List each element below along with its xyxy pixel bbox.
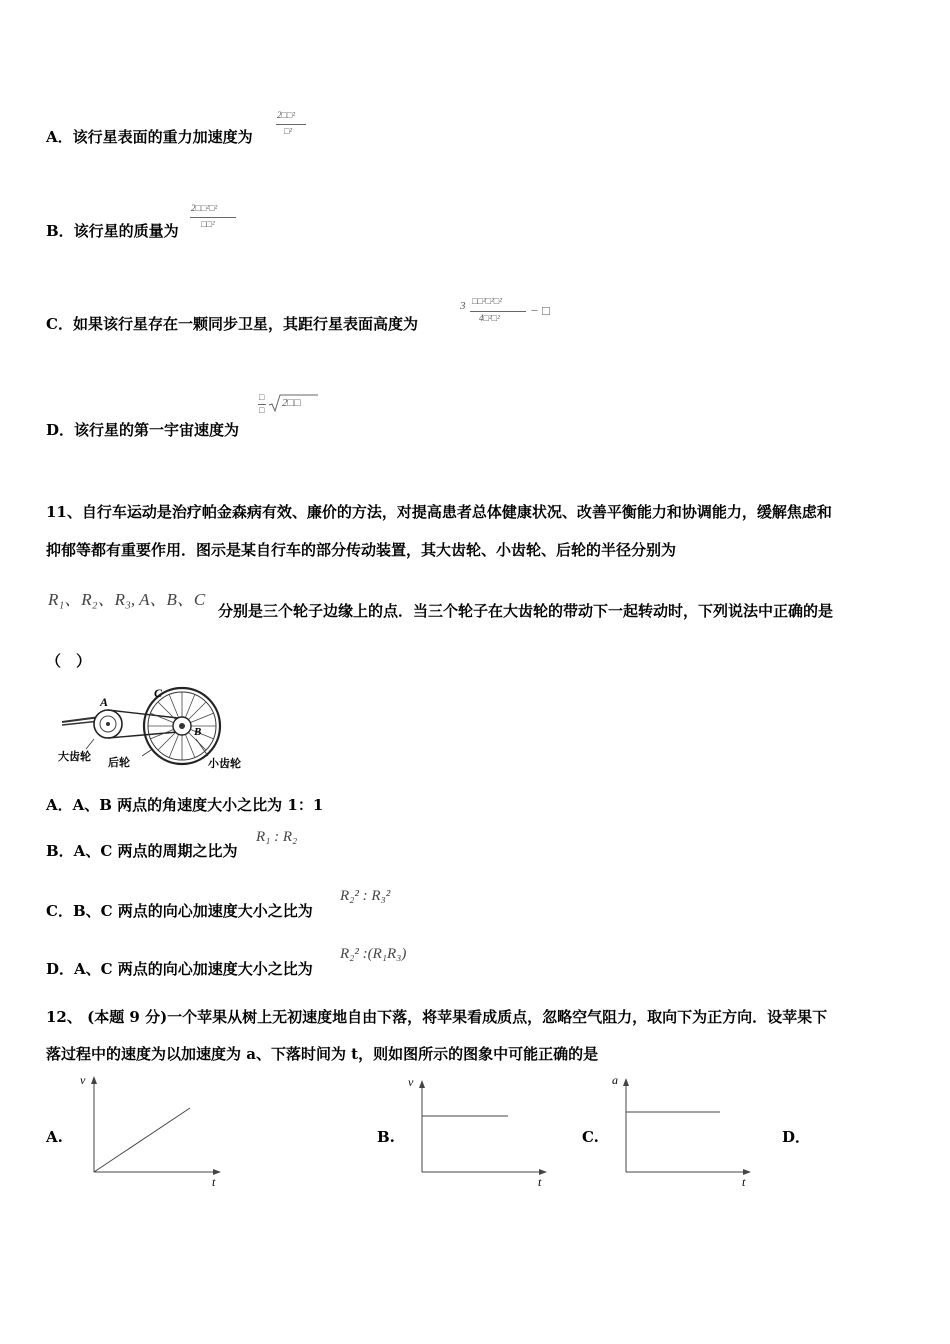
q12-stem-line2: 落过程中的速度为以加速度为 a、下落时间为 t，则如图所示的图象中可能正确的是	[46, 1045, 599, 1063]
bicycle-gear-figure	[58, 684, 258, 774]
q11-stem-line2: 抑郁等都有重要作用．图示是某自行车的部分传动装置，其大齿轮、小齿轮、后轮的半径分别为	[46, 541, 677, 559]
graph-c-option: C.	[582, 1128, 599, 1146]
option-text: C．如果该行星存在一颗同步卫星，其距行星表面高度为	[46, 315, 418, 333]
q11-symbols: R₁、R₂、R₃, A、B、C	[48, 590, 206, 609]
q10-option-d	[46, 420, 239, 440]
label-b: B	[194, 726, 202, 738]
formula-b-numerator: 2□□²□²	[191, 203, 218, 213]
graph-a	[76, 1068, 226, 1188]
graph-a-line	[94, 1108, 190, 1172]
option-text: B．A、C 两点的周期之比为	[46, 842, 238, 860]
q10-option-a	[46, 127, 253, 147]
graph-a-y-label: v	[80, 1073, 86, 1087]
formula-d-radicand: 2□□	[282, 397, 301, 409]
option-text: C．B、C 两点的向心加速度大小之比为	[46, 902, 313, 920]
option-text: A．该行星表面的重力加速度为	[46, 128, 253, 146]
graph-c-y-label: a	[612, 1073, 618, 1087]
option-text: D．该行星的第一宇宙速度为	[46, 421, 240, 439]
formula-a-denominator: □²	[284, 126, 293, 136]
graph-b-y-label: v	[408, 1075, 414, 1089]
label-small-gear: 小齿轮	[208, 758, 241, 770]
label-a: A	[100, 695, 109, 709]
option-text: B．该行星的质量为	[46, 222, 179, 240]
fraction-bar	[276, 124, 306, 125]
formula-c-tail: − □	[530, 303, 550, 318]
q12-stem-line1: 12、 (本题 9 分)一个苹果从树上无初速度地自由下落，将苹果看成质点，忽略空气阻力，取向下为正方向．设苹果下	[46, 1008, 828, 1026]
fraction-bar	[470, 311, 526, 312]
q11-option-d	[46, 959, 313, 979]
graph-a-option: A.	[46, 1128, 63, 1146]
q11-option-b	[46, 841, 237, 861]
formula-c-root-index: 3	[460, 300, 466, 312]
formula-c-denominator: 4□²□²	[479, 313, 500, 323]
q11-option-a: A．A、B 两点的角速度大小之比为 1：1	[46, 796, 324, 814]
graph-c-x-label: t	[742, 1175, 746, 1188]
option-text: D．A、C 两点的向心加速度大小之比为	[46, 960, 313, 978]
formula-c-numerator: □□²□²□²	[472, 296, 502, 306]
q12-option-d: D．	[782, 1128, 811, 1146]
q11-c-formula: R₂² : R₃²	[340, 888, 391, 904]
graph-b	[404, 1068, 554, 1188]
label-rear-wheel: 后轮	[108, 757, 130, 769]
formula-d-numerator: □	[259, 392, 265, 402]
graph-b-x-label: t	[538, 1175, 542, 1188]
q11-d-formula: R₂² :(R₁R₃)	[340, 946, 407, 962]
formula-d-denominator: □	[259, 405, 265, 415]
graph-b-option: B.	[377, 1128, 395, 1146]
q11-stem-line3: 分别是三个轮子边缘上的点．当三个轮子在大齿轮的带动下一起转动时，下列说法中正确的是	[218, 602, 834, 620]
q11-b-formula: R₁ : R₂	[256, 829, 298, 845]
formula-a-numerator: 2□□²	[277, 110, 296, 120]
q11-option-c	[46, 901, 313, 921]
graph-a-x-label: t	[212, 1175, 216, 1188]
label-c: C	[154, 686, 163, 700]
q11-stem-line1: 11、自行车运动是治疗帕金森病有效、廉价的方法，对提高患者总体健康状况、改善平衡能力和协调能力，缓解焦虑和	[46, 503, 832, 521]
fraction-bar	[190, 217, 236, 218]
graph-c	[608, 1068, 758, 1188]
q10-option-c	[46, 314, 418, 334]
q11-paren: （ ）	[46, 652, 92, 670]
label-big-gear: 大齿轮	[58, 751, 91, 763]
formula-b-denominator: □□²	[201, 219, 215, 229]
q10-option-b	[46, 221, 179, 241]
